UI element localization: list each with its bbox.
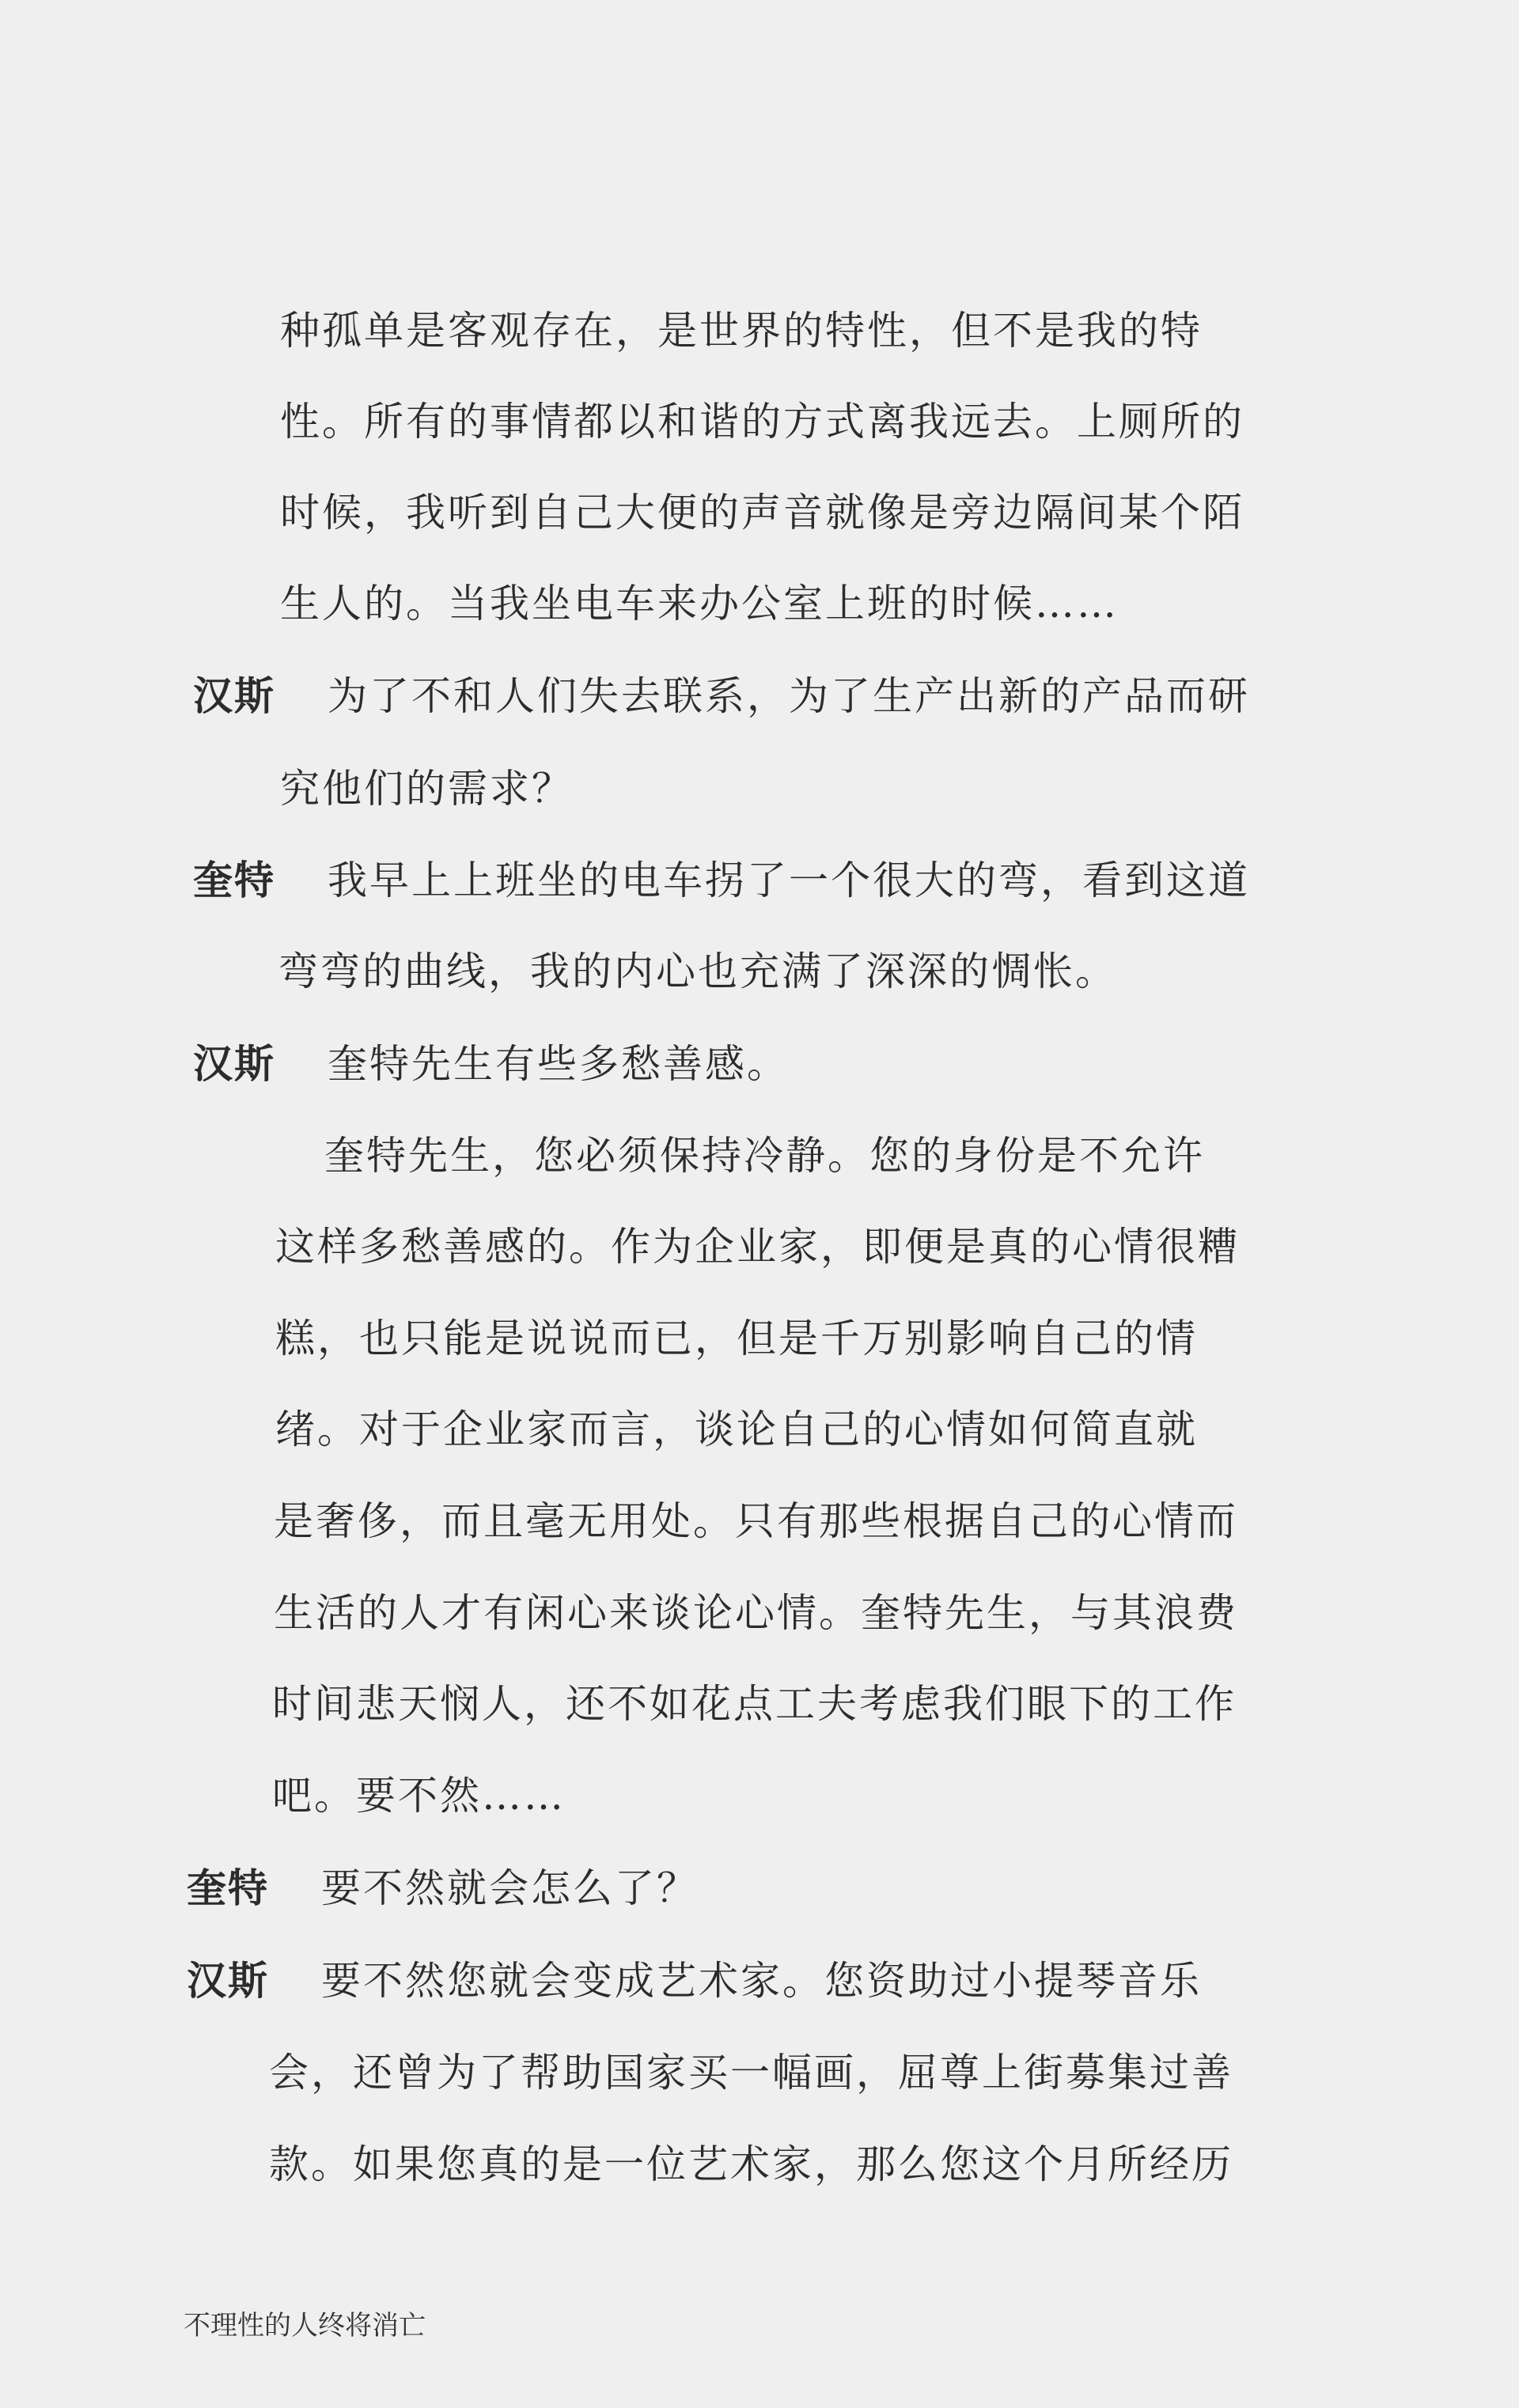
speaker-name: 汉斯 bbox=[193, 1040, 275, 1087]
text-line: 弯弯的曲线，我的内心也充满了深深的惆怅。 bbox=[278, 948, 1117, 994]
book-title-footer: 不理性的人终将消亡 bbox=[184, 2310, 426, 2342]
text-line: 生人的。当我坐电车来办公室上班的时候…… bbox=[280, 581, 1119, 627]
speaker-name: 奎特 bbox=[187, 1865, 269, 1911]
text-line: 款。如果您真的是一位艺术家，那么您这个月所经历 bbox=[269, 2141, 1233, 2187]
dialogue-line bbox=[193, 1040, 789, 1088]
text-line: 这样多愁善感的。作为企业家，即便是真的心情很糟 bbox=[275, 1224, 1240, 1270]
dialogue-line bbox=[193, 857, 1250, 904]
speaker-name: 汉斯 bbox=[187, 1957, 269, 2004]
text-line: 绪。对于企业家而言，谈论自己的心情如何简直就 bbox=[275, 1407, 1198, 1452]
dialogue-text: 奎特先生有些多愁善感。 bbox=[328, 1041, 789, 1087]
text-line: 究他们的需求？ bbox=[280, 766, 574, 812]
text-line: 种孤单是客观存在，是世界的特性，但不是我的特 bbox=[280, 308, 1203, 354]
speaker-name: 奎特 bbox=[193, 857, 275, 903]
dialogue-text: 要不然就会怎么了？ bbox=[321, 1865, 699, 1911]
text-line: 糕，也只能是说说而已，但是千万别影响自己的情 bbox=[275, 1316, 1198, 1361]
text-line: 吧。要不然…… bbox=[272, 1773, 566, 1819]
text-line: 是奢侈，而且毫无用处。只有那些根据自己的心情而 bbox=[274, 1498, 1238, 1544]
text-line: 生活的人才有闲心来谈论心情。奎特先生，与其浪费 bbox=[274, 1590, 1238, 1636]
dialogue-line bbox=[187, 1957, 1202, 2005]
dialogue-line bbox=[193, 672, 1250, 720]
text-line: 性。所有的事情都以和谐的方式离我远去。上厕所的 bbox=[280, 399, 1244, 445]
speaker-name: 汉斯 bbox=[193, 672, 275, 719]
text-line: 会，还曾为了帮助国家买一幅画，屈尊上街募集过善 bbox=[269, 2050, 1233, 2096]
dialogue-text: 为了不和人们失去联系，为了生产出新的产品而研 bbox=[328, 673, 1250, 719]
dialogue-line bbox=[187, 1865, 699, 1912]
text-line: 时候，我听到自己大便的声音就像是旁边隔间某个陌 bbox=[280, 490, 1244, 536]
dialogue-text: 要不然您就会变成艺术家。您资助过小提琴音乐 bbox=[321, 1958, 1202, 2004]
dialogue-text: 我早上上班坐的电车拐了一个很大的弯，看到这道 bbox=[328, 858, 1250, 903]
text-line: 时间悲天悯人，还不如花点工夫考虑我们眼下的工作 bbox=[272, 1681, 1237, 1727]
text-line: 奎特先生，您必须保持冷静。您的身份是不允许 bbox=[324, 1133, 1205, 1179]
